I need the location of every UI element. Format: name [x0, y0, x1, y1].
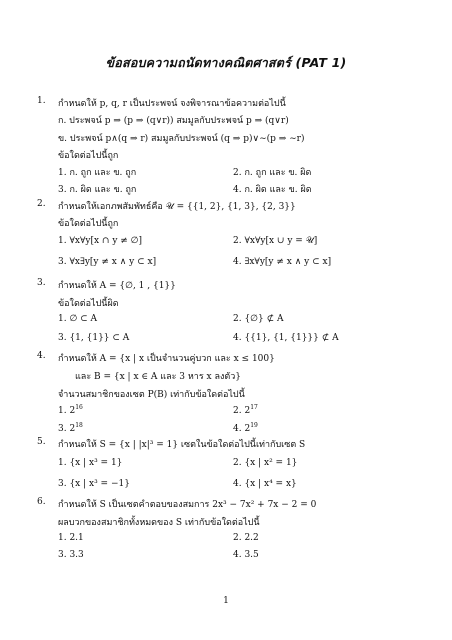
choice-3[interactable]: 3. {x | x³ = −1} — [58, 479, 130, 489]
choice-3[interactable]: 3. 3.3 — [58, 550, 84, 560]
choice-2[interactable] — [233, 404, 258, 416]
choice-4[interactable]: 4. ก. ผิด และ ข. ผิด — [233, 185, 312, 195]
choice-1[interactable]: 1. ∀x∀y[x ∩ y ≠ ∅] — [58, 236, 143, 246]
question-number: 2. — [37, 199, 46, 209]
exponent: 19 — [250, 422, 258, 429]
choice-text: 3. 2 — [58, 424, 76, 434]
choice-2[interactable]: 2. {∅} ⊄ A — [233, 314, 284, 324]
choice-2[interactable]: 2. ∀x∀y[x ∪ y = 𝒰] — [233, 236, 318, 246]
choice-4[interactable]: 4. 3.5 — [233, 550, 259, 560]
choice-3[interactable]: 3. ∀x∃y[y ≠ x ∧ y ⊂ x] — [58, 257, 157, 267]
choice-4[interactable] — [233, 422, 258, 434]
question-stem: กำหนดให้ S = {x | |x|³ = 1} เซตในข้อใดต่อไปนี้เท่ากับเซต S — [58, 440, 306, 450]
statement-line: และ B = {x | x ∈ A และ 3 หาร x ลงตัว} — [75, 372, 242, 382]
question-number: 1. — [37, 96, 46, 106]
exam-title: ข้อสอบความถนัดทางคณิตศาสตร์ (PAT 1) — [105, 55, 347, 70]
choice-text: 2. 2 — [233, 406, 251, 416]
question-number: 4. — [37, 351, 46, 361]
question-stem: กำหนดให้ A = {∅, 1 , {1}} — [58, 281, 176, 291]
question-stem: กำหนดให้เอกภพสัมพัทธ์คือ 𝒰 = {{1, 2}, {1, 3}, {2, 3}} — [58, 202, 296, 212]
instruction-line: ข้อใดต่อไปนี้ผิด — [58, 299, 119, 309]
instruction-line: ผลบวกของสมาชิกทั้งหมดของ S เท่ากับข้อใดต่อไปนี้ — [58, 518, 260, 528]
instruction-line: ข้อใดต่อไปนี้ถูก — [58, 219, 119, 229]
choice-1[interactable]: 1. ก. ถูก และ ข. ถูก — [58, 168, 137, 178]
choice-1[interactable] — [58, 404, 83, 416]
question-stem: กำหนดให้ S เป็นเซตคำตอบของสมการ 2x³ − 7x² + 7x − 2 = 0 — [58, 500, 317, 510]
question-number: 3. — [37, 278, 46, 288]
choice-1[interactable]: 1. {x | x³ = 1} — [58, 458, 123, 468]
page-number: 1 — [223, 596, 229, 606]
choice-4[interactable]: 4. {{1}, {1, {1}}} ⊄ A — [233, 333, 339, 343]
exponent: 17 — [250, 404, 258, 411]
question-stem: กำหนดให้ A = {x | x เป็นจำนวนคู่บวก และ x ≤ 100} — [58, 354, 275, 364]
choice-2[interactable]: 2. ก. ถูก และ ข. ผิด — [233, 168, 312, 178]
question-number: 5. — [37, 437, 46, 447]
choice-1[interactable]: 1. 2.1 — [58, 533, 84, 543]
exponent: 18 — [75, 422, 83, 429]
choice-2[interactable]: 2. {x | x² = 1} — [233, 458, 298, 468]
instruction-line: ข้อใดต่อไปนี้ถูก — [58, 151, 119, 161]
instruction-line: จำนวนสมาชิกของเซต P(B) เท่ากับข้อใดต่อไปนี้ — [58, 390, 245, 400]
statement-line: ก. ประพจน์ p ⇒ (p ⇒ (q∨r)) สมมูลกับประพจน์ p ⇒ (q∨r) — [58, 116, 289, 126]
statement-line: ข. ประพจน์ p∧(q ⇒ r) สมมูลกับประพจน์ (q ⇒ p)∨∼(p ⇒ ∼r) — [58, 134, 305, 144]
choice-4[interactable]: 4. {x | x⁴ = x} — [233, 479, 297, 489]
choice-2[interactable]: 2. 2.2 — [233, 533, 259, 543]
question-stem: กำหนดให้ p, q, r เป็นประพจน์ จงพิจารณาข้อความต่อไปนี้ — [58, 99, 286, 109]
choice-1[interactable]: 1. ∅ ⊂ A — [58, 314, 98, 324]
choice-4[interactable]: 4. ∃x∀y[y ≠ x ∧ y ⊂ x] — [233, 257, 332, 267]
choice-3[interactable]: 3. ก. ผิด และ ข. ถูก — [58, 185, 137, 195]
choice-3[interactable] — [58, 422, 83, 434]
choice-text: 4. 2 — [233, 424, 251, 434]
question-number: 6. — [37, 497, 46, 507]
exponent: 16 — [75, 404, 83, 411]
choice-3[interactable]: 3. {1, {1}} ⊂ A — [58, 333, 130, 343]
choice-text: 1. 2 — [58, 406, 76, 416]
